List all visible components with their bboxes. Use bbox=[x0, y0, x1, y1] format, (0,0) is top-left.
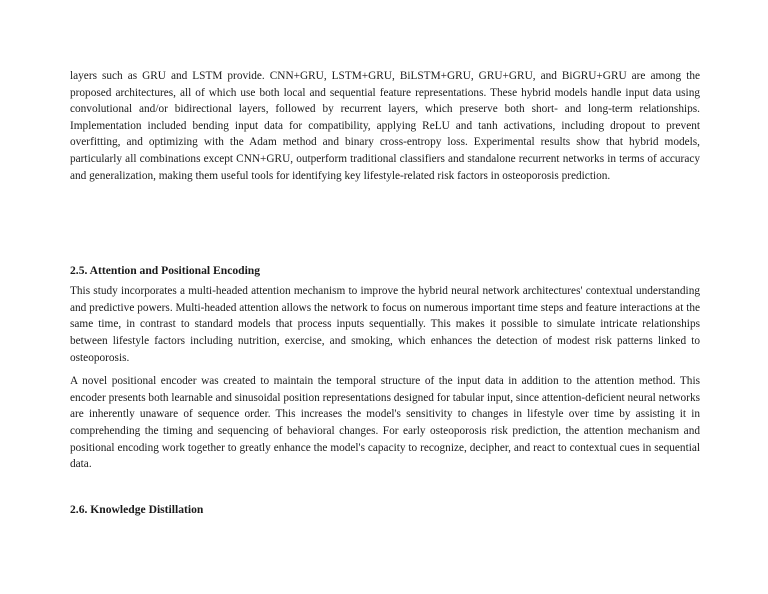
section-heading-attention: 2.5. Attention and Positional Encoding bbox=[70, 264, 261, 278]
positional-encoding-paragraph: A novel positional encoder was created to maintain the temporal structure of the input data in addition to the attention method. This encoder presents both learnable and sinusoidal position representations designed for tabular input, since attention-deficient neural networks are inherently unaware of sequence order. This increases the model's sensitivity to changes in lifestyle over time by assisting it in comprehending the timing and sequencing of behavioral changes. For early osteoporosis risk prediction, the attention mechanism and positional encoding work together to greatly enhance the model's capacity to recognize, decipher, and react to contextual cues in sequential data. bbox=[70, 375, 700, 471]
section-heading-knowledge-distillation: 2.6. Knowledge Distillation bbox=[70, 502, 204, 516]
intro-paragraph: layers such as GRU and LSTM provide. CNN+GRU, LSTM+GRU, BiLSTM+GRU, GRU+GRU, and BiGRU+GRU are among the proposed architectures, all of which use both local and sequential feature representations. These hybrid models handle input data using convolutional and/or bidirectional layers, followed by recurrent layers, which preserve both short- and long-term relationships. Implementation included bending input data for compatibility, applying ReLU and tanh activations, including dropout to prevent overfitting, and optimizing with the Adam method and binary cross-entropy loss. Experimental results show that hybrid models, particularly all combinations except CNN+GRU, outperform traditional classifiers and standalone recurrent networks in terms of accuracy and generalization, making them useful tools for identifying key lifestyle-related risk factors in osteoporosis prediction. bbox=[70, 70, 700, 182]
attention-paragraph: This study incorporates a multi-headed attention mechanism to improve the hybrid neural network architectures' contextual understanding and predictive powers. Multi-headed attention allows the network to focus on numerous important time steps and feature interactions at the same time, in contrast to standard models that process inputs sequentially. This makes it possible to simulate intricate relationships between lifestyle factors including nutrition, exercise, and smoking, which enhances the detection of modest risk patterns linked to osteoporosis. bbox=[70, 285, 700, 364]
document-page bbox=[70, 68, 700, 518]
